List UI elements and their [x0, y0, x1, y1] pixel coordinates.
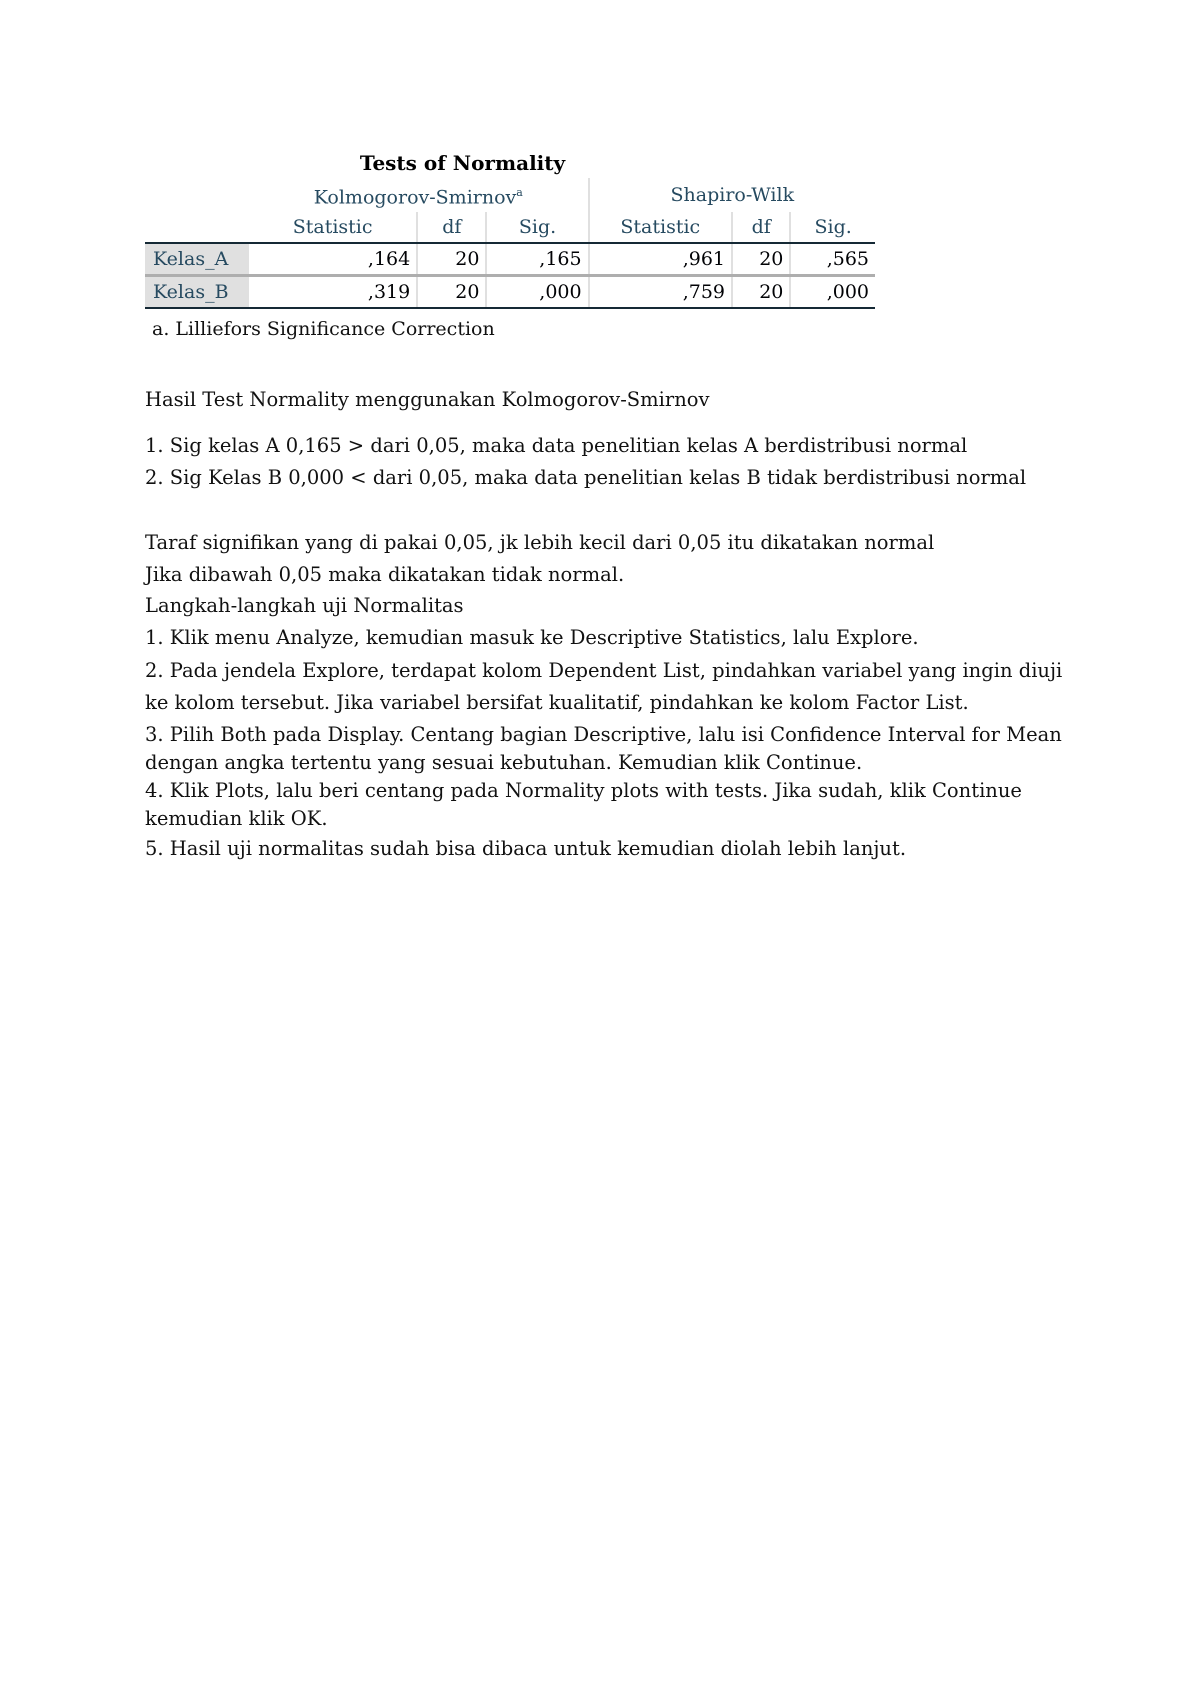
steps-title: Langkah-langkah uji Normalitas [145, 594, 464, 617]
step-4-line-2: kemudian klik OK. [145, 807, 328, 830]
table-cell: ,000 [486, 276, 588, 309]
step-2-line-2: ke kolom tersebut. Jika variabel bersifat kualitatif, pindahkan ke kolom Factor List. [145, 691, 969, 714]
result-line-2: 2. Sig Kelas B 0,000 < dari 0,05, maka data penelitian kelas B tidak berdistribusi normal [145, 466, 1027, 489]
column-header: Sig. [790, 212, 875, 243]
table-footnote: a. Lilliefors Significance Correction [152, 318, 495, 340]
result-line-1: 1. Sig kelas A 0,165 > dari 0,05, maka data penelitian kelas A berdistribusi normal [145, 434, 968, 457]
column-header: Sig. [486, 212, 588, 243]
table-title: Tests of Normality [359, 151, 566, 175]
column-header-row [145, 212, 875, 243]
column-header: Statistic [249, 212, 417, 243]
table-row [145, 243, 875, 276]
table-cell: ,961 [589, 243, 732, 276]
row-label: Kelas_B [145, 276, 249, 309]
normality-grid [145, 178, 875, 309]
table-cell: ,000 [790, 276, 875, 309]
corner-cell-2 [145, 212, 249, 243]
table-cell: 20 [732, 276, 790, 309]
column-header: Statistic [589, 212, 732, 243]
table-row [145, 276, 875, 309]
results-heading: Hasil Test Normality menggunakan Kolmogorov-Smirnov [145, 388, 710, 411]
table-cell: ,565 [790, 243, 875, 276]
table-cell: ,164 [249, 243, 417, 276]
table-cell: ,759 [589, 276, 732, 309]
group-header-ks-label: Kolmogorov-Smirnov [313, 186, 517, 209]
step-1: 1. Klik menu Analyze, kemudian masuk ke Descriptive Statistics, lalu Explore. [145, 626, 919, 649]
step-5: 5. Hasil uji normalitas sudah bisa dibaca untuk kemudian diolah lebih lanjut. [145, 837, 907, 860]
footnote-marker: a [516, 186, 523, 199]
corner-cell [145, 178, 249, 212]
step-4-line-1: 4. Klik Plots, lalu beri centang pada Normality plots with tests. Jika sudah, klik Continue [145, 779, 1022, 802]
table-cell: ,319 [249, 276, 417, 309]
table-cell: 20 [732, 243, 790, 276]
step-3-line-2: dengan angka tertentu yang sesuai kebutuhan. Kemudian klik Continue. [145, 751, 863, 774]
table-cell: 20 [417, 243, 486, 276]
table-cell: 20 [417, 276, 486, 309]
column-header: df [732, 212, 790, 243]
table-cell: ,165 [486, 243, 588, 276]
column-header: df [417, 212, 486, 243]
normality-table [145, 148, 875, 309]
step-2-line-1: 2. Pada jendela Explore, terdapat kolom Dependent List, pindahkan variabel yang ingin diuji [145, 659, 1063, 682]
group-header-sw: Shapiro-Wilk [670, 184, 795, 207]
note-line-2: Jika dibawah 0,05 maka dikatakan tidak normal. [145, 563, 625, 586]
group-header-row [145, 178, 875, 212]
group-header-ks [249, 178, 589, 212]
note-line-1: Taraf signifikan yang di pakai 0,05, jk lebih kecil dari 0,05 itu dikatakan normal [145, 531, 935, 554]
step-3-line-1: 3. Pilih Both pada Display. Centang bagian Descriptive, lalu isi Confidence Interval for Mean [145, 723, 1062, 746]
row-label: Kelas_A [145, 243, 249, 276]
